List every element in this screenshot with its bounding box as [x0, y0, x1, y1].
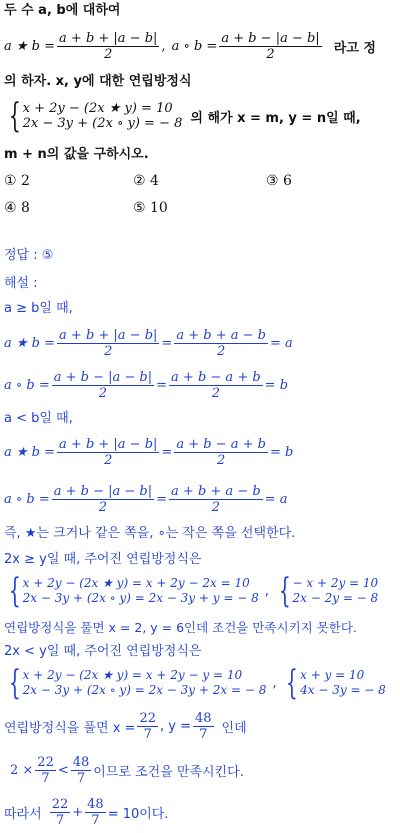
case1-star-frac-1 — [57, 328, 159, 359]
case3-reduced-1: − x + 2y = 10 — [292, 576, 379, 590]
case4-reduced-1: x + y = 10 — [300, 668, 365, 682]
problem-line-5: m + n의 값을 구하시오. — [4, 147, 149, 162]
check-prefix: 2 × — [10, 762, 34, 778]
case1-star-numerator-2: a + b + a − b — [176, 327, 266, 343]
answer-line: 정답 : ⑤ — [4, 248, 54, 263]
check-fraction-b — [71, 755, 92, 786]
choice-4[interactable]: ④ 8 — [4, 200, 30, 216]
left-brace-icon: { — [278, 571, 291, 611]
case-4-condition: 2x < y일 때, 주어진 연립방정식은 — [4, 644, 202, 659]
case2-circ-lhs: a ∘ b = — [4, 491, 50, 507]
summary-line: 즉, ★는 크거나 같은 쪽을, ∘는 작은 쪽을 선택한다. — [4, 526, 296, 541]
equals-sign: = — [161, 444, 173, 460]
case1-star-lhs: a ★ b = — [4, 335, 56, 351]
case2-circ-denominator-2: 2 — [211, 499, 220, 515]
case1-star-frac-2 — [174, 328, 268, 359]
case1-circ-numerator-1: a + b − |a − b| — [53, 369, 153, 385]
problem-system — [4, 96, 183, 136]
case1-circ-lhs: a ∘ b = — [4, 377, 50, 393]
check-b-denominator: 7 — [76, 770, 86, 786]
case4-solution-prefix: 연립방정식을 풀면 x = — [4, 720, 136, 736]
case-1-star-row — [4, 323, 293, 363]
case4-y-denominator: 7 — [199, 726, 208, 742]
case2-circ-numerator-1: a + b − |a − b| — [53, 483, 153, 499]
case4-y-fraction — [193, 711, 214, 742]
problem-line-3: 의 하자. x, y에 대한 연립방정식 — [4, 74, 192, 89]
choice-1[interactable]: ① 2 — [4, 173, 30, 189]
case2-star-numerator-2: a + b − a + b — [176, 436, 266, 452]
final-b-numerator: 48 — [87, 796, 104, 812]
case2-star-frac-2 — [174, 437, 268, 468]
case-3-systems-row — [4, 573, 378, 609]
case4-x-denominator: 7 — [143, 726, 152, 742]
check-a-denominator: 7 — [41, 770, 50, 786]
problem-tail-2: 의 해가 x = m, y = n일 때, — [190, 110, 361, 126]
final-a-denominator: 7 — [55, 812, 65, 828]
final-a-numerator: 22 — [51, 796, 69, 812]
check-a-numerator: 22 — [37, 754, 54, 770]
equals-sign: = — [156, 491, 168, 507]
case4-x-numerator: 22 — [139, 710, 156, 726]
plus-sign: + — [72, 804, 84, 820]
case-3-conclusion: 연립방정식을 풀면 x = 2, y = 6인데 조건을 만족시키지 못한다. — [4, 620, 357, 635]
system-equation-2: 2x − 3y + (2x ∘ y) = − 8 — [22, 116, 183, 131]
case3-reduced-2: 2x − 2y = − 8 — [292, 591, 379, 605]
case-1-condition: a ≥ b일 때, — [4, 301, 73, 316]
problem-system-row — [4, 96, 361, 136]
case2-circ-numerator-2: a + b + a − b — [171, 483, 261, 499]
case1-circ-frac-1 — [52, 370, 154, 401]
case2-star-lhs: a ★ b = — [4, 444, 56, 460]
circ-numerator: a + b − |a − b| — [221, 30, 320, 46]
case2-star-numerator-1: a + b + |a − b| — [59, 436, 158, 452]
star-numerator: a + b + |a − b| — [59, 30, 158, 46]
case-4-systems-row — [4, 665, 386, 701]
final-row — [4, 794, 169, 830]
case2-star-result: = b — [269, 444, 294, 460]
circ-definition-lhs: a ∘ b = — [171, 38, 218, 54]
case3-system-left — [4, 571, 259, 611]
case4-y-numerator: 48 — [194, 710, 212, 726]
case1-star-numerator-1: a + b + |a − b| — [59, 327, 158, 343]
star-definition-fraction — [57, 31, 159, 62]
check-row — [10, 752, 244, 788]
case2-circ-denominator-1: 2 — [98, 499, 108, 515]
left-brace-icon: { — [8, 96, 21, 136]
case3-equation-1: x + 2y − (2x ★ y) = x + 2y − 2x = 10 — [22, 576, 250, 590]
left-brace-icon: { — [8, 663, 21, 703]
problem-tail-1: 라고 정 — [333, 40, 376, 56]
case-3-condition: 2x ≥ y일 때, 주어진 연립방정식은 — [4, 552, 202, 567]
case1-star-denominator-1: 2 — [104, 343, 113, 359]
case1-circ-denominator-1: 2 — [98, 385, 108, 401]
case3-system-right — [274, 571, 379, 611]
circ-definition-fraction — [219, 31, 321, 62]
case1-circ-frac-2 — [169, 370, 263, 401]
case4-system-left — [4, 663, 267, 703]
case-2-condition: a < b일 때, — [4, 411, 73, 426]
system-equation-1: x + 2y − (2x ★ y) = 10 — [22, 101, 173, 116]
case-2-star-row — [4, 432, 293, 472]
choice-5[interactable]: ⑤ 10 — [133, 200, 168, 216]
star-definition-lhs: a ★ b = — [4, 38, 56, 54]
star-denominator: 2 — [104, 46, 113, 62]
case1-circ-result: = b — [264, 377, 289, 393]
system-separator: , — [272, 675, 277, 691]
case4-x-fraction — [137, 711, 158, 742]
less-than-sign: < — [57, 762, 69, 778]
check-b-numerator: 48 — [72, 754, 90, 770]
final-fraction-b — [85, 797, 106, 828]
problem-line-1: 두 수 a, b에 대하여 — [4, 3, 121, 18]
case2-circ-result: = a — [264, 491, 288, 507]
choice-2[interactable]: ② 4 — [133, 173, 159, 189]
circ-denominator: 2 — [266, 46, 275, 62]
case4-equation-1: x + 2y − (2x ★ y) = x + 2y − y = 10 — [22, 668, 243, 682]
final-prefix: 따라서 — [4, 806, 42, 822]
case1-circ-numerator-2: a + b − a + b — [171, 369, 261, 385]
problem-definition-row — [4, 26, 376, 66]
case4-solution-mid: , y = — [160, 718, 191, 734]
case4-reduced-2: 4x − 3y = − 8 — [300, 683, 386, 697]
case-4-solution-row — [4, 708, 247, 744]
final-b-denominator: 7 — [91, 812, 100, 828]
equals-sign: = — [156, 377, 168, 393]
check-fraction-a — [35, 755, 56, 786]
equals-sign: = — [161, 335, 173, 351]
case1-star-result: = a — [269, 335, 293, 351]
definition-comma: , — [161, 38, 166, 54]
case2-star-frac-1 — [57, 437, 159, 468]
system-separator: , — [264, 583, 269, 599]
case2-circ-frac-1 — [52, 484, 154, 515]
left-brace-icon: { — [286, 663, 299, 703]
case2-star-denominator-2: 2 — [217, 452, 226, 468]
final-fraction-a — [50, 797, 71, 828]
case-1-circ-row — [4, 365, 288, 405]
case1-star-denominator-2: 2 — [217, 343, 226, 359]
case-2-circ-row — [4, 479, 287, 519]
case2-star-denominator-1: 2 — [104, 452, 113, 468]
left-brace-icon: { — [8, 571, 21, 611]
case3-equation-2: 2x − 3y + (2x ∘ y) = 2x − 3y + y = − 8 — [22, 591, 259, 605]
final-suffix: = 10이다. — [107, 806, 169, 822]
solution-heading: 해설 : — [4, 276, 38, 291]
choice-3[interactable]: ③ 6 — [266, 173, 292, 189]
case2-circ-frac-2 — [169, 484, 263, 515]
case4-system-right — [281, 663, 386, 703]
case4-solution-suffix: 인데 — [221, 720, 247, 736]
case1-circ-denominator-2: 2 — [211, 385, 220, 401]
case4-equation-2: 2x − 3y + (2x ∘ y) = 2x − 3y + 2x = − 8 — [22, 683, 267, 697]
check-suffix: 이므로 조건을 만족시킨다. — [93, 764, 244, 780]
